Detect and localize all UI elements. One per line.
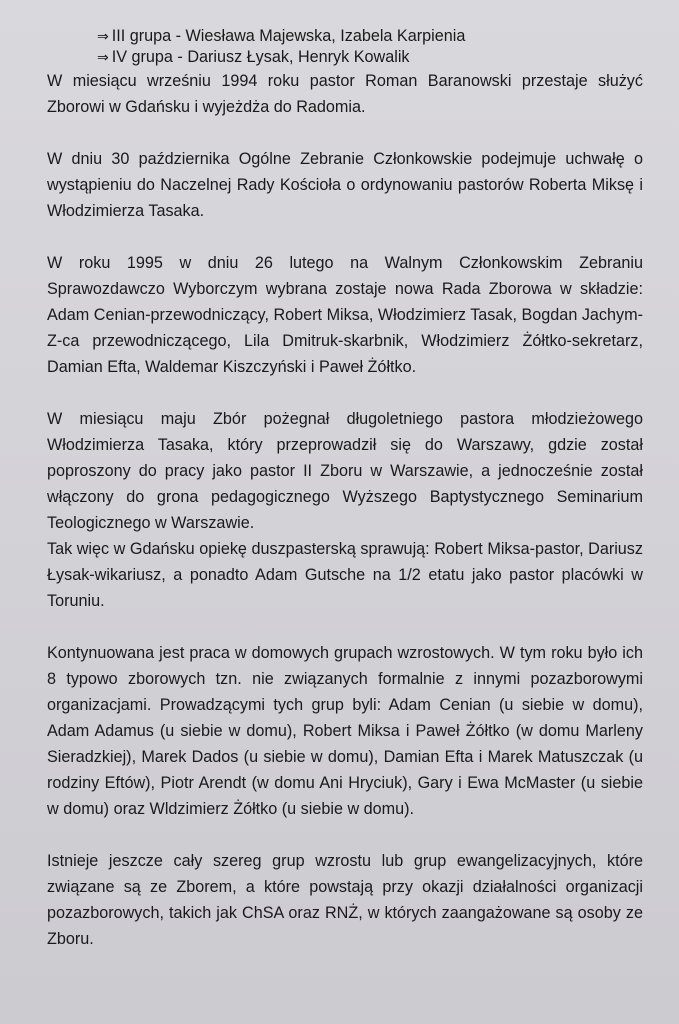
group-item-iv	[97, 47, 643, 68]
paragraph-september-1994: W miesiącu wrześniu 1994 roku pastor Roman Baranowski przestaje służyć Zborowi w Gdańsku i wyjeżdża do Radomia.	[47, 72, 643, 116]
double-arrow-icon: ⇒	[97, 49, 109, 65]
double-arrow-icon: ⇒	[97, 28, 109, 44]
paragraph-pastoral-care: Tak więc w Gdańsku opiekę duszpasterską sprawują: Robert Miksa-pastor, Dariusz Łysak-wikariusz, a ponadto Adam Gutsche na 1/2 etatu jako pastor placówki w Toruniu.	[47, 540, 643, 610]
group-item-text: III grupa - Wiesława Majewska, Izabela Karpienia	[111, 27, 466, 45]
group-item-iii	[97, 26, 643, 47]
paragraph-may-farewell: W miesiącu maju Zbór pożegnał długoletniego pastora młodzieżowego Włodzimierza Tasaka, który przeprowadził się do Warszawy, gdzie został poproszony do pracy jako pastor II Zboru w Warszawie, a jednocześnie został włączony do grona pedagogicznego Wyższego Baptystycznego Seminarium Teologicznego w Warszawie.	[47, 410, 643, 532]
paragraph-1995-council: W roku 1995 w dniu 26 lutego na Walnym Członkowskim Zebraniu Sprawozdawczo Wyborczym wybrana zostaje nowa Rada Zborowa w składzie: Adam Cenian-przewodniczący, Robert Miksa, Włodzimierz Tasak, Bogdan Jachym-Z-ca przewodniczącego, Lila Dmitruk-skarbnik, Włodzimierz Żółtko-sekretarz, Damian Efta, Waldemar Kiszczyński i Paweł Żółtko.	[47, 254, 643, 376]
group-item-text: IV grupa - Dariusz Łysak, Henryk Kowalik	[111, 48, 410, 66]
paragraph-october-resolution: W dniu 30 października Ogólne Zebranie Członkowskie podejmuje uchwałę o wystąpieniu do Naczelnej Rady Kościoła o ordynowaniu pastorów Roberta Miksę i Włodzimierza Tasaka.	[47, 150, 643, 220]
paragraph-home-groups: Kontynuowana jest praca w domowych grupach wzrostowych. W tym roku było ich 8 typowo zborowych tzn. nie związanych formalnie z innymi pozazborowymi organizacjami. Prowadzącymi tych grup byli: Adam Cenian (u siebie w domu), Adam Adamus (u siebie w domu), Robert Miksa i Paweł Żółtko (w domu Marleny Sieradzkiej), Marek Dados (u siebie w domu), Damian Efta i Marek Matuszczak (u rodziny Eftów), Piotr Arendt (w domu Ani Hryciuk), Gary i Ewa McMaster (u siebie w domu) oraz Wldzimierz Żółtko (u siebie w domu).	[47, 644, 643, 818]
paragraph-other-groups: Istnieje jeszcze cały szereg grup wzrostu lub grup ewangelizacyjnych, które związane są ze Zborem, a które powstają przy okazji działalności organizacji pozazborowych, takich jak ChSA oraz RNŻ, w których zaangażowane są osoby ze Zboru.	[47, 852, 643, 948]
